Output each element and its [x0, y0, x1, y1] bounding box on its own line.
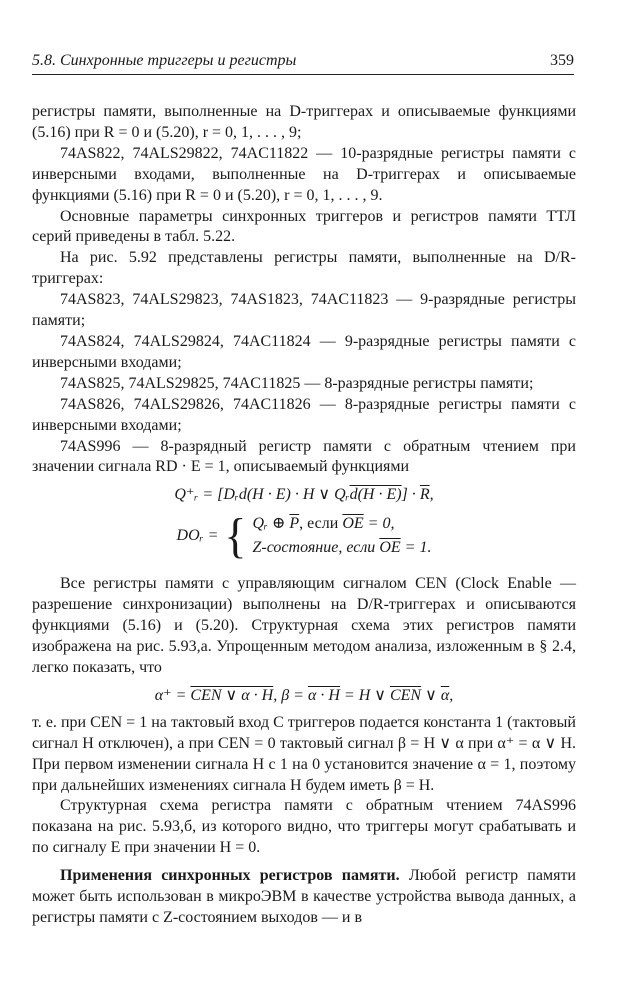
formula-part: Q⁺ᵣ = [Dᵣd(H · E) · H ∨ Qᵣ — [174, 486, 350, 504]
paragraph: Структурная схема регистра памяти с обратным чтением 74AS996 показана на рис. 5.93,б, из которого видно, что триггеры могут срабатывать и по сигналу E при значении H = 0. — [32, 797, 576, 857]
paragraph: 74AS825, 74ALS29825, 74AC11825 — 8-разрядные регистры памяти; — [60, 374, 534, 392]
formula-part: ∨ — [421, 686, 441, 704]
subsection-heading: Применения синхронных регистров памяти. — [60, 867, 400, 885]
formula-part: $\overline{OE}$ — [342, 515, 364, 533]
formula-q — [32, 484, 576, 506]
section-title: 5.8. Синхронные триггеры и регистры — [32, 52, 297, 69]
formula-part: , β = — [273, 686, 308, 704]
formula-part: , — [449, 686, 454, 704]
paragraph — [32, 866, 576, 929]
paragraph: 74AS822, 74ALS29822, 74AC11822 — 10-разрядные регистры памяти с инверсными входами, выполненные на D-триггерах и описываемые функциями (5.16) при R = 0 и (5.20), r = 0, 1, . . . , 9. — [32, 144, 576, 204]
main-text — [32, 102, 576, 929]
brace-symbol: { — [224, 509, 247, 563]
formula-part: d(H · E) — [349, 486, 402, 504]
formula-part: $\overline{\alpha}$ — [440, 686, 450, 704]
formula-part: , — [429, 486, 434, 504]
formula-alpha — [32, 685, 576, 707]
paragraph: Основные параметры синхронных триггеров и регистров памяти ТТЛ серий приведены в табл. 5.22. — [32, 207, 576, 246]
formula-part: Qᵣ ⊕ — [252, 515, 290, 533]
paragraph: т. е. при CEN = 1 на тактовый вход C триггеров подается константа 1 (тактовый сигнал H отключен), а при CEN = 0 тактовый сигнал β = H ∨ α при α⁺ = α ∨ H. При первом изменении сигнала H с 1 на 0 установится значение α = 1, поэтому при дальнейших изменениях сигнала H будем иметь β = H. — [32, 713, 576, 794]
formula-part: = 1. — [400, 539, 432, 557]
formula-part: $\overline{R}$ — [419, 486, 430, 504]
formula-part: Z-состояние, если — [252, 539, 380, 557]
page-number: 359 — [550, 52, 574, 69]
formula-part: CEN ∨ α · H — [190, 686, 274, 704]
formula-part: $\overline{OE}$ — [379, 539, 401, 557]
case-line — [252, 536, 431, 560]
formula-part: DOᵣ = — [176, 526, 219, 544]
formula-part: $\overline{P}$ — [289, 515, 300, 533]
paragraph: На рис. 5.92 представлены регистры памяти, выполненные на D/R-триггерах: — [32, 249, 576, 288]
formula-do — [32, 509, 576, 563]
formula-part: ] · — [401, 486, 420, 504]
paragraph-text: Любой регистр памяти может быть использован в микроЭВМ в качестве устройства вывода данных, а регистры памяти с Z-состоянием выходов — и в — [32, 867, 576, 926]
formula-part: , если — [299, 515, 343, 533]
formula-part: = H ∨ — [339, 686, 390, 704]
formula-part: $\overline{CEN}$ — [389, 686, 422, 704]
paragraph: регистры памяти, выполненные на D-триггерах и описываемые функциями (5.16) при R = 0 и (5.20), r = 0, 1, . . . , 9; — [32, 103, 576, 141]
formula-part: α⁺ = — [154, 686, 191, 704]
formula-part: = 0, — [363, 515, 395, 533]
paragraph: 74AS823, 74ALS29823, 74AS1823, 74AC11823 — 9-разрядные регистры памяти; — [32, 291, 576, 330]
running-header — [32, 52, 574, 75]
formula-cases — [252, 512, 431, 560]
paragraph: 74AS996 — 8-разрядный регистр памяти с обратным чтением при значении сигнала RD · E = 1, описываемый функциями — [32, 437, 576, 476]
paragraph: 74AS824, 74ALS29824, 74AC11824 — 9-разрядные регистры памяти с инверсными входами; — [32, 332, 576, 371]
case-line — [252, 512, 431, 536]
formula-part: α · H — [307, 686, 340, 704]
paragraph: 74AS826, 74ALS29826, 74AC11826 — 8-разрядные регистры памяти с инверсными входами; — [32, 395, 576, 434]
paragraph: Все регистры памяти с управляющим сигналом CEN (Clock Enable — разрешение синхронизации) выполнены на D/R-триггерах и описываются функциями (5.16) и (5.20). Структурная схема этих регистров памяти изображена на рис. 5.93,а. Упрощенным методом анализа, изложенным в § 2.4, легко показать, что — [32, 575, 576, 676]
